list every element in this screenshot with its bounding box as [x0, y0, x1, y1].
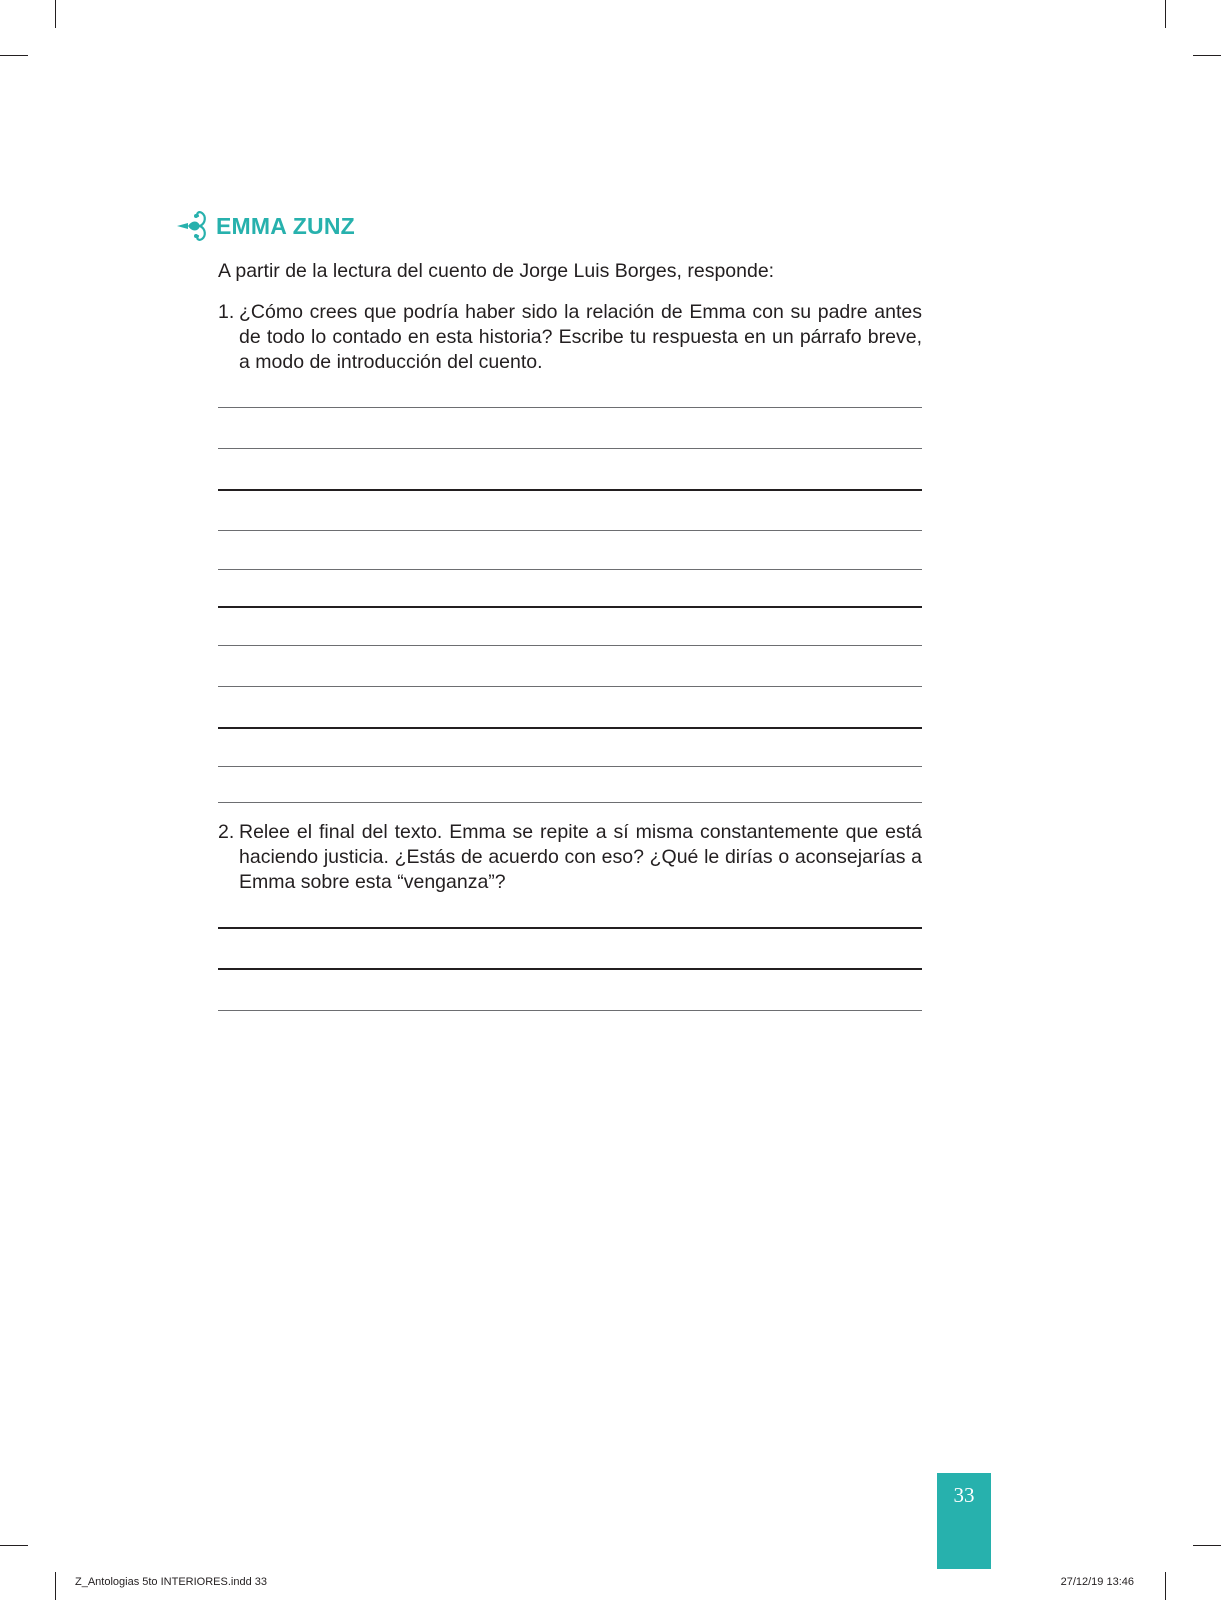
footer-filename: Z_Antologias 5to INTERIORES.indd 33 — [75, 1576, 267, 1588]
footer-timestamp: 27/12/19 13:46 — [1060, 1576, 1134, 1588]
answer-line[interactable] — [218, 686, 922, 687]
answer-line[interactable] — [218, 569, 922, 570]
question-text: Relee el final del texto. Emma se repite a sí misma constantemente que está haciendo justicia. ¿Estás de acuerdo con eso? ¿Qué le dirías o aconsejarías a Emma sobre esta “venganza”? — [239, 821, 922, 893]
crop-mark — [1193, 1545, 1221, 1546]
crop-mark — [1165, 0, 1166, 28]
answer-line[interactable] — [218, 1010, 922, 1011]
answer-line[interactable] — [218, 927, 922, 929]
answer-line[interactable] — [218, 448, 922, 449]
answer-line[interactable] — [218, 802, 922, 803]
question-2 — [218, 820, 922, 895]
page-number-tab — [937, 1473, 991, 1569]
question-1 — [218, 300, 922, 375]
crop-mark — [55, 0, 56, 28]
crop-mark — [0, 1545, 28, 1546]
instructions: A partir de la lectura del cuento de Jorge Luis Borges, responde: — [218, 260, 775, 282]
crop-mark — [0, 55, 28, 56]
answer-line[interactable] — [218, 489, 922, 491]
answer-line[interactable] — [218, 766, 922, 767]
question-number: 2. — [218, 821, 235, 843]
answer-line[interactable] — [218, 645, 922, 646]
question-text: ¿Cómo crees que podría haber sido la relación de Emma con su padre antes de todo lo contado en esta historia? Escribe tu respuesta en un párrafo breve, a modo de introducción del cuento. — [239, 301, 922, 373]
section-heading — [176, 208, 355, 244]
crop-mark — [1193, 55, 1221, 56]
page-number: 33 — [953, 1483, 975, 1507]
fleuron-icon — [176, 208, 210, 244]
answer-line[interactable] — [218, 968, 922, 970]
answer-line[interactable] — [218, 606, 922, 608]
crop-mark — [55, 1572, 56, 1600]
page-title: EMMA ZUNZ — [216, 212, 355, 239]
answer-line[interactable] — [218, 530, 922, 531]
question-number: 1. — [218, 301, 235, 323]
crop-mark — [1165, 1572, 1166, 1600]
answer-line[interactable] — [218, 407, 922, 408]
answer-line[interactable] — [218, 727, 922, 729]
